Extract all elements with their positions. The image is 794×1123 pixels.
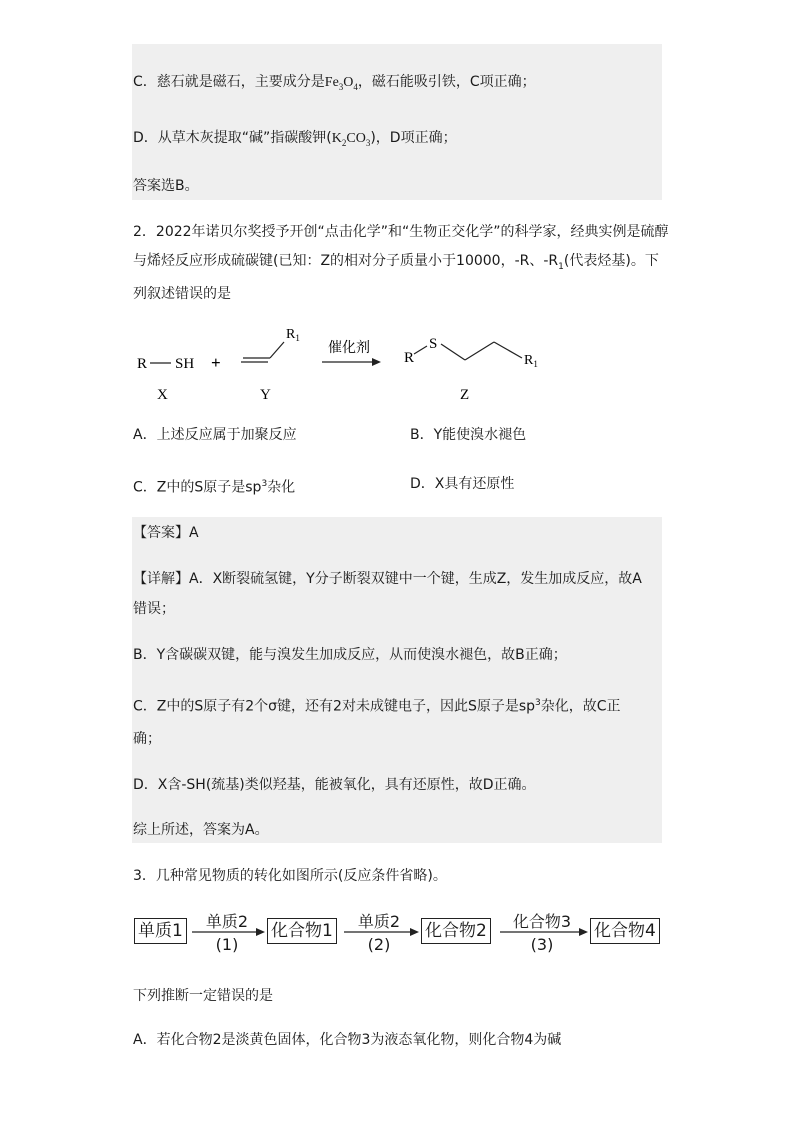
- x-r-label: R: [137, 356, 148, 372]
- flow-arrow3-bottom-label: (3): [530, 935, 554, 954]
- reaction-arrow-head: [372, 358, 381, 366]
- q2-detail-c-line2: 确；: [133, 731, 161, 747]
- q2-option-a: A．上述反应属于加聚反应: [133, 427, 297, 443]
- z-bond-3: [465, 342, 494, 360]
- prev-answer: 答案选B。: [133, 178, 199, 194]
- reaction-scheme: [0, 318, 794, 418]
- q2-stem-line1: 2．2022年诺贝尔奖授予开创“点击化学”和“生物正交化学”的科学家，经典实例是硫醇: [133, 224, 669, 240]
- q3-prompt: 下列推断一定错误的是: [133, 988, 273, 1004]
- flow-box-compound-4: 化合物4: [590, 918, 660, 944]
- flow-box-compound-2: 化合物2: [421, 918, 491, 944]
- flow-arrow-2-head: [410, 928, 419, 936]
- q2-stem-line3: 列叙述错误的是: [133, 286, 231, 302]
- z-bond-2: [441, 344, 465, 360]
- q2-detail-a-line2: 错误；: [133, 601, 175, 617]
- q2-option-c: C．Z中的S原子是$sp^3$杂化: [133, 479, 296, 496]
- q2-summary: 综上所述，答案为A。: [133, 822, 269, 838]
- catalyst-label: 催化剂: [328, 340, 370, 356]
- z-s-label: S: [429, 336, 438, 352]
- y-r1-label: $R_1$: [286, 327, 300, 343]
- y-bond-r1: [270, 342, 284, 358]
- q2-option-d: D．X具有还原性: [410, 476, 515, 492]
- flow-arrow2-top-label: 单质2: [357, 912, 401, 931]
- q2-option-b: B．Y能使溴水褪色: [410, 427, 527, 443]
- q2-stem-line2: 与烯烃反应形成硫碳键(已知：Z的相对分子质量小于10000，-R、$-R_1$(代表烃基)。下: [133, 253, 659, 272]
- prev-solution-background: [132, 44, 662, 200]
- plus-sign: +: [211, 353, 221, 372]
- prev-option-c: C．慈石就是磁石，主要成分是$Fe_3O_4$，磁石能吸引铁，C项正确；: [133, 74, 536, 92]
- z-bond-1: [414, 346, 427, 354]
- q2-detail-c-line1: C．Z中的S原子有2个σ键，还有2对未成键电子，因此S原子是$sp^3$杂化，故C正: [133, 698, 621, 715]
- flow-arrow3-top-label: 化合物3: [512, 912, 572, 931]
- z-r-label: R: [404, 350, 415, 366]
- q2-answer: 【答案】A: [133, 525, 199, 541]
- flow-box-element-1: 单质1: [134, 918, 187, 944]
- flow-arrow1-bottom-label: (1): [215, 935, 239, 954]
- q2-detail-b: B．Y含碳碳双键，能与溴发生加成反应，从而使溴水褪色，故B正确；: [133, 647, 567, 663]
- prev-option-d: D．从草木灰提取“碱”指碳酸钾$(K_2CO_3)$，D项正确；: [133, 130, 457, 148]
- compound-x-label: X: [157, 387, 168, 403]
- flow-arrow2-bottom-label: (2): [367, 935, 391, 954]
- compound-y-label: Y: [260, 387, 271, 403]
- q3-stem: 3．几种常见物质的转化如图所示(反应条件省略)。: [133, 868, 447, 884]
- q2-detail-d: D．X含-SH(巯基)类似羟基，能被氧化，具有还原性，故D正确。: [133, 777, 536, 793]
- flow-arrow-3-head: [579, 928, 588, 936]
- flow-arrow1-top-label: 单质2: [205, 912, 249, 931]
- z-bond-4: [494, 342, 522, 358]
- q3-option-a: A．若化合物2是淡黄色固体，化合物3为液态氧化物，则化合物4为碱: [133, 1032, 562, 1048]
- z-r1-label: $R_1$: [524, 353, 538, 369]
- flow-arrow-1-head: [256, 928, 265, 936]
- flow-arrows: [0, 912, 794, 952]
- compound-z-label: Z: [460, 387, 470, 403]
- q2-detail-a-line1: 【详解】A．X断裂硫氢键，Y分子断裂双键中一个键，生成Z，发生加成反应，故A: [133, 571, 642, 587]
- flow-box-compound-1: 化合物1: [267, 918, 337, 944]
- x-sh-label: SH: [175, 356, 195, 372]
